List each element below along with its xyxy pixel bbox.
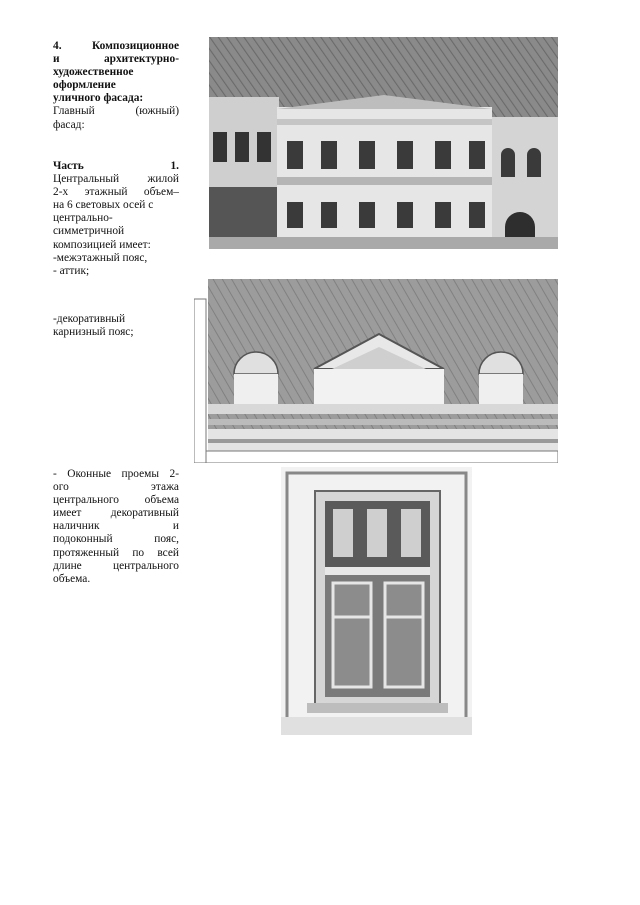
window-photo xyxy=(281,467,472,735)
attic-photo-image xyxy=(194,279,558,463)
part-one-block xyxy=(53,160,179,278)
facade-photo xyxy=(209,37,558,249)
heading-line: оформление xyxy=(53,79,116,92)
windows-line: длине центрального xyxy=(53,559,179,572)
part-line: центрально- xyxy=(53,212,113,225)
part-line: -межэтажный пояс, xyxy=(53,251,148,264)
window-photo-image xyxy=(281,467,472,735)
windows-line: центрального объема xyxy=(53,494,179,507)
part-line-text: на 6 световых осей с xyxy=(53,199,154,212)
section-heading xyxy=(53,40,179,132)
windows-line: объема. xyxy=(53,572,91,585)
heading-line: уличного фасада: xyxy=(53,92,144,105)
cornice-line: -декоративный xyxy=(53,313,126,325)
part-line: композицией имеет: xyxy=(53,238,151,251)
cornice-block xyxy=(53,313,179,339)
windows-line: протяженный по всей xyxy=(53,546,179,559)
windows-line: наличник и xyxy=(53,520,179,533)
part-title-left: Часть xyxy=(53,160,84,172)
windows-block xyxy=(53,468,179,586)
cornice-line: карнизный пояс; xyxy=(53,326,134,339)
windows-line: подоконный пояс, xyxy=(53,533,179,546)
subtitle-line: фасад: xyxy=(53,118,85,131)
part-title xyxy=(53,160,179,173)
windows-line: имеет декоративный xyxy=(53,507,179,520)
windows-line: - Оконные проемы 2- xyxy=(53,468,179,480)
heading-line: художественное xyxy=(53,66,134,79)
part-line: симметричной xyxy=(53,225,125,238)
part-line: 2-х этажный объем– xyxy=(53,186,179,199)
facade-photo-image xyxy=(209,37,558,249)
heading-line: и архитектурно- xyxy=(53,53,179,66)
part-line: Центральный жилой xyxy=(53,173,179,186)
windows-line: ого этажа xyxy=(53,481,179,494)
part-line xyxy=(53,199,179,212)
heading-line: 4. Композиционное xyxy=(53,40,179,52)
subtitle-line: Главный (южный) xyxy=(53,105,179,118)
attic-photo xyxy=(194,279,558,463)
part-title-right: 1. xyxy=(170,160,179,172)
part-line: - аттик; xyxy=(53,264,90,277)
